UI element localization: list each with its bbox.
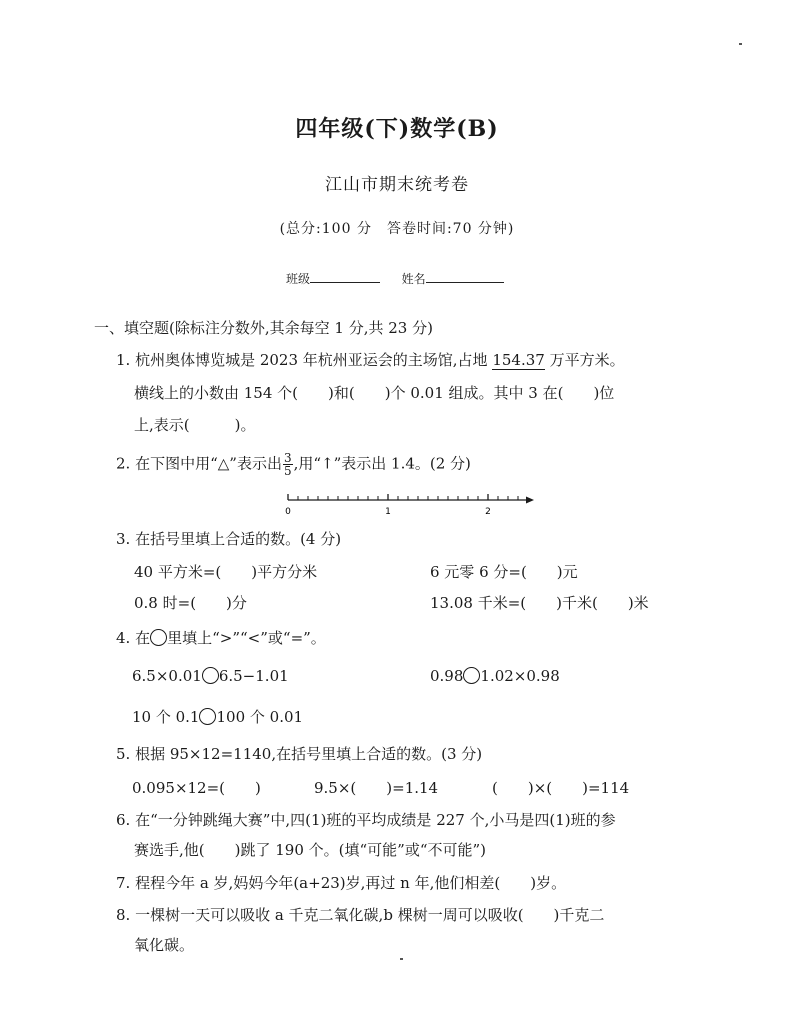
question-3-b: 6 元零 6 分=( )元 (430, 563, 578, 581)
question-1-text: 1. 杭州奥体博览城是 2023 年杭州亚运会的主场馆,占地 (116, 351, 493, 369)
question-6-line-1: 6. 在“一分钟跳绳大赛”中,四(1)班的平均成绩是 227 个,小马是四(1)班的参 (116, 811, 616, 829)
student-info-row (286, 270, 504, 287)
section-heading: 一、填空题(除标注分数外,其余每空 1 分,共 23 分) (94, 319, 433, 337)
exam-title: 四年级(下)数学(B) (295, 116, 499, 142)
class-label: 班级 (286, 272, 311, 286)
compare-b-left: 0.98 (430, 667, 464, 685)
question-1-line-3: 上,表示( )。 (134, 416, 256, 434)
question-4-text-end: 里填上“>”“<”或“=”。 (167, 629, 326, 647)
fraction-numerator: 3 (283, 451, 292, 465)
question-6-line-2: 赛选手,他( )跳了 190 个。(填“可能”或“不可能”) (134, 841, 487, 859)
number-line-svg (286, 490, 536, 520)
name-blank[interactable] (426, 282, 504, 283)
exam-subtitle: 江山市期末统考卷 (325, 175, 469, 195)
fraction-denominator: 5 (283, 464, 292, 478)
question-2-text-end: ,用“↑”表示出 1.4。(2 分) (293, 454, 471, 473)
tick-label-1: 1 (385, 507, 391, 517)
fraction-three-fifths (283, 452, 293, 477)
question-8-line-2: 氧化碳。 (134, 936, 195, 954)
question-2-line (116, 452, 471, 477)
circle-icon (150, 629, 167, 646)
tick-label-0: 0 (285, 507, 291, 517)
question-4-c (132, 706, 303, 727)
question-1-underlined-number: 154.37 (492, 351, 545, 369)
class-blank[interactable] (310, 282, 380, 283)
compare-b-right: 1.02×0.98 (480, 667, 560, 685)
question-5-b: 9.5×( )=1.14 (314, 779, 439, 797)
question-7-line-1: 7. 程程今年 a 岁,妈妈今年(a+23)岁,再过 n 年,他们相差( )岁。 (116, 874, 567, 892)
compare-c-circle-icon[interactable] (199, 708, 216, 725)
scan-mark (739, 43, 742, 45)
question-8-line-1: 8. 一棵树一天可以吸收 a 千克二氧化碳,b 棵树一周可以吸收( )千克二 (116, 906, 605, 924)
question-4-text: 4. 在 (116, 629, 151, 647)
compare-a-circle-icon[interactable] (202, 667, 219, 684)
question-1-line-1 (116, 349, 625, 370)
tick-label-2: 2 (485, 507, 491, 517)
compare-b-circle-icon[interactable] (463, 667, 480, 684)
question-1-line-2: 横线上的小数由 154 个( )和( )个 0.01 组成。其中 3 在( )位 (134, 384, 615, 402)
question-3-d: 13.08 千米=( )千米( )米 (430, 594, 649, 612)
compare-c-right: 100 个 0.01 (216, 708, 304, 726)
exam-meta: (总分:100 分 答卷时间:70 分钟) (279, 221, 515, 237)
question-4-a (132, 667, 289, 685)
question-5-a: 0.095×12=( ) (132, 779, 261, 797)
question-4-b (430, 667, 560, 685)
question-3-c: 0.8 时=( )分 (134, 594, 247, 612)
compare-a-left: 6.5×0.01 (132, 667, 202, 685)
compare-c-left: 10 个 0.1 (132, 708, 200, 726)
question-3-a: 40 平方米=( )平方分米 (134, 563, 318, 581)
name-label: 姓名 (401, 272, 426, 286)
scan-mark (400, 958, 403, 960)
question-3-heading: 3. 在括号里填上合适的数。(4 分) (116, 530, 342, 548)
compare-a-right: 6.5−1.01 (218, 667, 289, 685)
question-5-heading: 5. 根据 95×12=1140,在括号里填上合适的数。(3 分) (116, 745, 483, 763)
number-line-arrow-icon (526, 497, 534, 504)
question-4-heading (116, 627, 326, 648)
question-1-text-end: 万平方米。 (544, 351, 625, 369)
question-2-text: 2. 在下图中用“△”表示出 (116, 454, 282, 473)
number-line[interactable] (286, 490, 536, 520)
question-5-c: ( )×( )=114 (492, 779, 630, 797)
